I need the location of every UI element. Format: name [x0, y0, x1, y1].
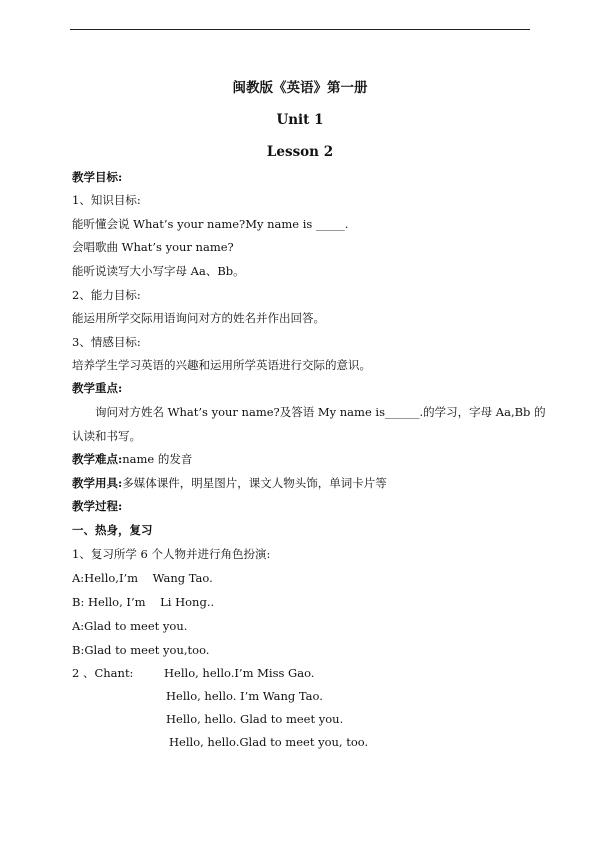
knowledge-item: 会唱歌曲 What’s your name? [72, 240, 234, 254]
chant-line: Hello, hello.I’m Miss Gao. [164, 666, 315, 680]
dialogue-line: B: Hello, I’m Li Hong.. [72, 595, 215, 609]
tools-label: 教学用具: [72, 476, 123, 490]
unit-heading: Unit 1 [276, 112, 324, 128]
key-points-line: 认读和书写。 [72, 429, 141, 443]
difficulty-label: 教学难点: [72, 452, 123, 466]
tools-row [72, 477, 387, 491]
dialogue-line: B:Glad to meet you,too. [72, 643, 210, 657]
knowledge-item: 能听说读写大小写字母 Aa、Bb。 [72, 264, 245, 278]
knowledge-item: 能听懂会说 What’s your name?My name is _____. [72, 217, 349, 231]
knowledge-goal-label: 1、知识目标: [72, 193, 141, 207]
key-points-heading: 教学重点: [72, 381, 123, 395]
key-points-line: 询问对方姓名 What’s your name?及答语 My name is______.的学习，字母 Aa,Bb 的 [95, 405, 546, 419]
chant-line: Hello, hello. I’m Wang Tao. [166, 689, 323, 703]
process-heading: 教学过程: [72, 499, 123, 513]
process-step-1: 1、复习所学 6 个人物并进行角色扮演: [72, 547, 271, 561]
ability-goal-label: 2、能力目标: [72, 288, 141, 302]
ability-goal-text: 能运用所学交际用语询问对方的姓名并作出回答。 [72, 311, 325, 325]
difficulty-row [72, 453, 192, 467]
emotion-goal-text: 培养学生学习英语的兴趣和运用所学英语进行交际的意识。 [72, 358, 371, 372]
document-title: 闽教版《英语》第一册 [232, 80, 368, 96]
header-rule [70, 29, 530, 30]
emotion-goal-label: 3、情感目标: [72, 335, 141, 349]
tools-text: 多媒体课件，明星图片，课文人物头饰，单词卡片等 [122, 476, 387, 490]
dialogue-line: A:Glad to meet you. [72, 619, 188, 633]
chant-label: 2 、Chant: [72, 666, 134, 680]
goals-heading: 教学目标: [72, 170, 123, 184]
difficulty-text: name 的发音 [122, 452, 193, 466]
chant-line: Hello, hello.Glad to meet you, too. [169, 735, 369, 749]
dialogue-line: A:Hello,I’m Wang Tao. [72, 571, 213, 585]
chant-line: Hello, hello. Glad to meet you. [166, 712, 344, 726]
process-section-1: 一、热身，复习 [72, 523, 153, 537]
lesson-heading: Lesson 2 [266, 144, 334, 160]
